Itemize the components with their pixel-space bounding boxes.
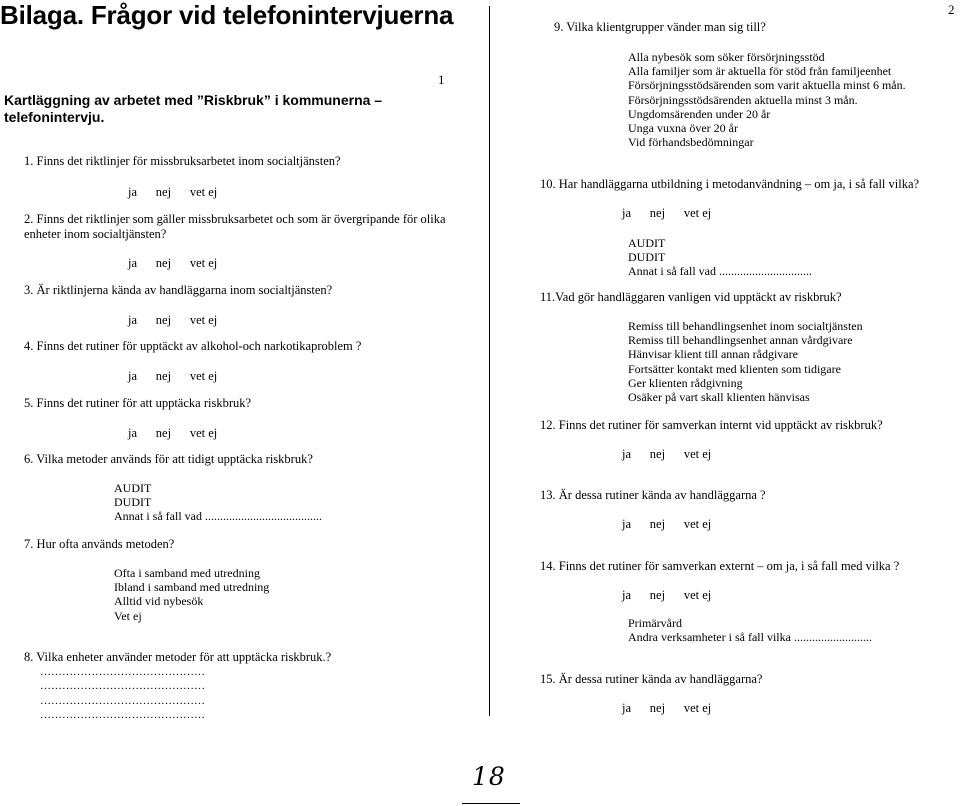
option-ja[interactable]: ja — [622, 206, 632, 220]
question-7: 7. Hur ofta används metoden? — [24, 537, 175, 551]
option-ja[interactable]: ja — [622, 701, 632, 715]
answer-options-q4 — [128, 369, 217, 384]
option-ja[interactable]: ja — [622, 517, 632, 531]
option-forhandsbedomning[interactable]: Vid förhandsbedömningar — [628, 135, 754, 150]
option-nej[interactable]: nej — [649, 206, 666, 220]
option-vet-ej[interactable]: Vet ej — [114, 608, 142, 623]
option-ja[interactable]: ja — [128, 185, 138, 199]
option-audit[interactable]: AUDIT — [628, 236, 666, 250]
option-vet-ej[interactable]: vet ej — [189, 313, 218, 327]
question-2: 2. Finns det riktlinjer som gäller missbruksarbetet och som är övergripande för olika enheter inom socialtjänsten? — [24, 212, 446, 241]
question-3: 3. Är riktlinjerna kända av handläggarna inom socialtjänsten? — [24, 283, 333, 297]
option-ofta[interactable]: Ofta i samband med utredning — [114, 566, 260, 580]
option-vet-ej[interactable]: vet ej — [683, 447, 712, 461]
answer-options-q3 — [128, 313, 217, 328]
answer-options-q10 — [622, 206, 711, 221]
option-ja[interactable]: ja — [128, 313, 138, 327]
question-10: 10. Har handläggarna utbildning i metodanvändning – om ja, i så fall vilka? — [540, 177, 920, 191]
option-primarvard[interactable]: Primärvård — [628, 616, 682, 630]
page-title: Bilaga. Frågor vid telefonintervjuerna — [0, 0, 454, 30]
question-9: 9. Vilka klientgrupper vänder man sig till? — [554, 20, 766, 34]
answer-line[interactable]: ……………………………………… — [40, 666, 205, 678]
option-vet-ej[interactable]: vet ej — [683, 517, 712, 531]
question-4: 4. Finns det rutiner för upptäckt av alkohol-och narkotikaproblem ? — [24, 339, 362, 353]
option-annat[interactable]: Annat i så fall vad ....................................... — [114, 509, 322, 524]
option-forsorjning-3[interactable]: Försörjningsstödsärenden aktuella minst 3 mån. — [628, 92, 858, 107]
question-14: 14. Finns det rutiner för samverkan externt – om ja, i så fall med vilka ? — [540, 559, 900, 573]
option-remiss-socialtjanst[interactable]: Remiss till behandlingsenhet inom socialtjänsten — [628, 319, 863, 333]
q14-options — [628, 616, 872, 644]
option-nej[interactable]: nej — [649, 447, 666, 461]
question-6: 6. Vilka metoder används för att tidigt upptäcka riskbruk? — [24, 452, 313, 466]
option-vet-ej[interactable]: vet ej — [683, 701, 712, 715]
footer-rule — [462, 803, 520, 804]
option-ungdom[interactable]: Ungdomsärenden under 20 år — [628, 106, 771, 121]
option-nybesok[interactable]: Alla nybesök som söker försörjningsstöd — [628, 50, 825, 64]
option-nej[interactable]: nej — [155, 369, 172, 383]
option-ja[interactable]: ja — [622, 588, 632, 602]
option-nej[interactable]: nej — [155, 256, 172, 270]
answer-options-q5 — [128, 426, 217, 441]
answer-line[interactable]: ……………………………………… — [40, 708, 205, 721]
answer-line[interactable]: ……………………………………… — [40, 694, 205, 707]
answer-options-q12 — [622, 447, 711, 462]
question-8: 8. Vilka enheter använder metoder för att upptäcka riskbruk.? — [24, 650, 332, 664]
option-vet-ej[interactable]: vet ej — [189, 426, 218, 440]
page-divider — [489, 6, 490, 716]
option-vet-ej[interactable]: vet ej — [189, 256, 218, 270]
option-hanvisar[interactable]: Hänvisar klient till annan rådgivare — [628, 347, 798, 362]
question-12: 12. Finns det rutiner för samverkan internt vid upptäckt av riskbruk? — [540, 418, 883, 432]
answer-options-q1 — [128, 185, 217, 200]
option-andra-verksamheter[interactable]: Andra verksamheter i så fall vilka .......................... — [628, 630, 872, 645]
option-annat[interactable]: Annat i så fall vad ............................... — [628, 264, 812, 279]
option-nej[interactable]: nej — [649, 701, 666, 715]
option-vet-ej[interactable]: vet ej — [683, 206, 712, 220]
option-dudit[interactable]: DUDIT — [114, 495, 152, 510]
option-radgivning[interactable]: Ger klienten rådgivning — [628, 375, 743, 390]
q10-options — [628, 236, 812, 279]
option-nej[interactable]: nej — [155, 426, 172, 440]
option-dudit[interactable]: DUDIT — [628, 250, 666, 265]
question-5: 5. Finns det rutiner för att upptäcka riskbruk? — [24, 396, 252, 410]
option-osaker[interactable]: Osäker på vart skall klienten hänvisas — [628, 390, 810, 405]
q11-options — [628, 319, 863, 404]
option-ja[interactable]: ja — [128, 426, 138, 440]
footer-page-number: 18 — [472, 762, 506, 791]
q6-options — [114, 481, 322, 524]
q7-options — [114, 566, 269, 623]
subtitle: Kartläggning av arbetet med ”Riskbruk” i kommunerna – telefonintervju. — [4, 92, 383, 125]
option-ja[interactable]: ja — [128, 369, 138, 383]
answer-options-q13 — [622, 517, 711, 532]
option-ja[interactable]: ja — [622, 447, 632, 461]
q8-answer-lines[interactable] — [40, 665, 205, 722]
option-fortsatter[interactable]: Fortsätter kontakt med klienten som tidigare — [628, 361, 841, 376]
q9-options — [628, 50, 906, 149]
option-vet-ej[interactable]: vet ej — [189, 185, 218, 199]
question-15: 15. Är dessa rutiner kända av handläggarna? — [540, 672, 763, 686]
question-1: 1. Finns det riktlinjer för missbruksarbetet inom socialtjänsten? — [24, 154, 341, 168]
option-vet-ej[interactable]: vet ej — [189, 369, 218, 383]
answer-options-q2 — [128, 256, 217, 271]
option-familjer[interactable]: Alla familjer som är aktuella för stöd från familjeenhet — [628, 64, 892, 79]
option-ibland[interactable]: Ibland i samband med utredning — [114, 580, 270, 595]
option-alltid[interactable]: Alltid vid nybesök — [114, 594, 204, 609]
answer-options-q14 — [622, 588, 711, 603]
option-nej[interactable]: nej — [155, 313, 172, 327]
question-13: 13. Är dessa rutiner kända av handläggarna ? — [540, 488, 766, 502]
page-number-left: 1 — [438, 72, 445, 87]
answer-line[interactable]: ……………………………………… — [40, 680, 205, 693]
option-nej[interactable]: nej — [155, 185, 172, 199]
option-remiss-vardgivare[interactable]: Remiss till behandlingsenhet annan vårdgivare — [628, 333, 853, 348]
option-ja[interactable]: ja — [128, 256, 138, 270]
option-forsorjning-6[interactable]: Försörjningsstödsärenden som varit aktuella minst 6 mån. — [628, 78, 906, 93]
answer-options-q15 — [622, 701, 711, 716]
page-number-right: 2 — [948, 2, 955, 17]
question-11: 11.Vad gör handläggaren vanligen vid upptäckt av riskbruk? — [540, 290, 842, 304]
option-vet-ej[interactable]: vet ej — [683, 588, 712, 602]
option-audit[interactable]: AUDIT — [114, 481, 152, 495]
option-nej[interactable]: nej — [649, 588, 666, 602]
option-unga-vuxna[interactable]: Unga vuxna över 20 år — [628, 121, 738, 136]
option-nej[interactable]: nej — [649, 517, 666, 531]
